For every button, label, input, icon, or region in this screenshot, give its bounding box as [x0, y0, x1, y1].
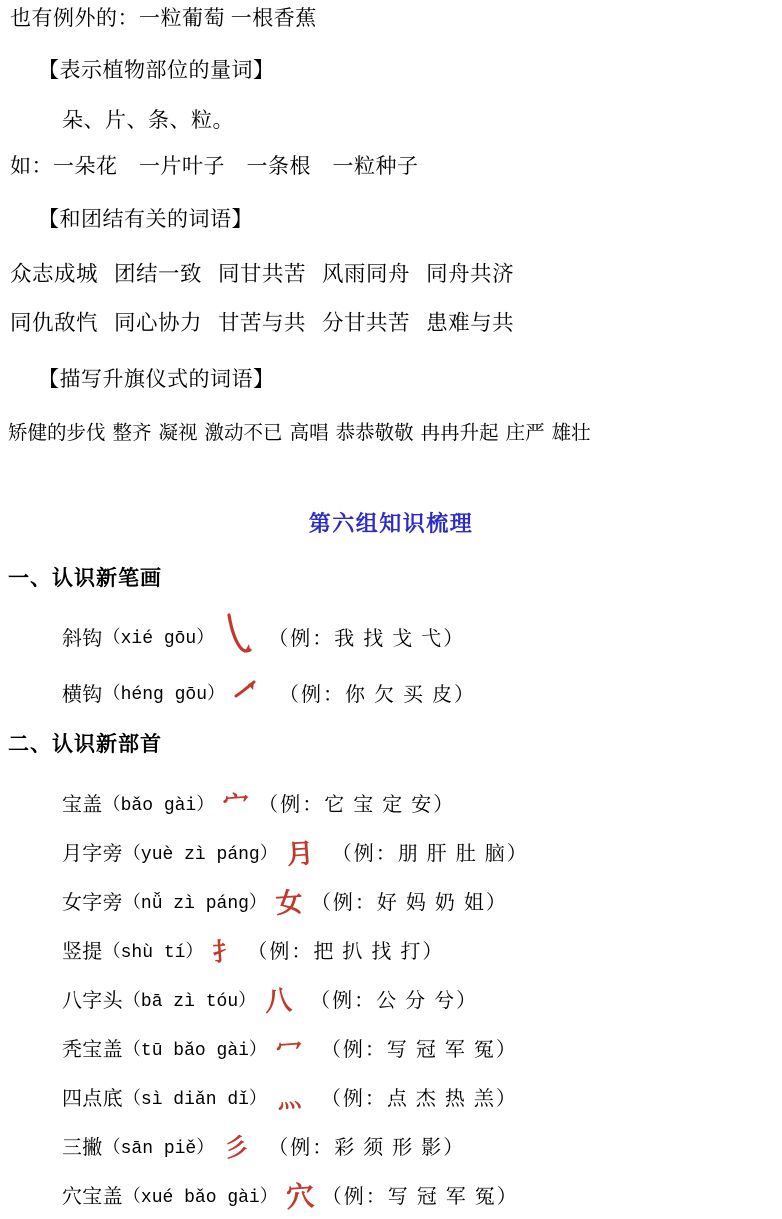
flag-word: 激动不已 — [204, 423, 283, 444]
radical-example: （例：朋 肝 肚 脑） — [331, 843, 529, 865]
radical-entry-xuebaogai — [0, 1170, 782, 1219]
plant-measure-words: 朵、片、条、粒。 — [62, 108, 234, 132]
radical-name: 三撇 — [62, 1137, 103, 1159]
exception-line: 也有例外的：一粒葡萄 一根香蕉 — [10, 6, 317, 30]
radical-name: 女字旁 — [62, 892, 123, 914]
flag-word: 整齐 — [112, 423, 152, 444]
radical-pinyin: （sān piě） — [102, 1138, 215, 1159]
radical-example: （例：公 分 兮） — [310, 990, 479, 1012]
flag-word: 雄壮 — [551, 423, 591, 444]
stroke-pinyin: （xié gōu） — [102, 629, 215, 649]
radical-pinyin: （xué bǎo gài） — [122, 1187, 278, 1208]
page-title: 第六组知识梳理 — [308, 511, 474, 536]
unity-row-1 — [0, 257, 782, 288]
radical-entry-nuzipang — [0, 876, 782, 925]
radical-pinyin: （yuè zì páng） — [122, 844, 278, 865]
flag-word: 恭恭敬敬 — [335, 423, 414, 444]
radical-entry-sidiandi — [0, 1072, 782, 1121]
plant-measure-examples: 如：一朵花 一片叶子 一条根 一粒种子 — [10, 154, 419, 178]
henggou-stroke-icon — [225, 672, 269, 712]
idiom: 同甘共苦 — [218, 262, 307, 286]
stroke-example: （例：我 找 戈 弋） — [268, 627, 466, 650]
radical-example: （例：写 冠 军 冤） — [320, 1039, 518, 1061]
radical-entry-yuezipang — [0, 827, 782, 876]
radical-glyph-huo: 灬 — [276, 1086, 303, 1114]
radical-pinyin: （bā zì tóu） — [122, 991, 257, 1012]
radical-name: 八字头 — [62, 990, 123, 1012]
radical-entry-tubaogai — [0, 1023, 782, 1072]
stroke-name: 横钩 — [62, 683, 103, 706]
radical-glyph-shan: 彡 — [222, 1133, 250, 1163]
unity-heading: 【和团结有关的词语】 — [38, 207, 253, 231]
radical-pinyin: （bǎo gài） — [102, 795, 215, 816]
radical-glyph-ba: 八 — [263, 985, 293, 1017]
radical-glyph-mi: 冖 — [275, 1034, 304, 1065]
idiom: 分甘共苦 — [322, 311, 411, 335]
idiom: 患难与共 — [426, 311, 515, 335]
radical-entry-bazitou — [0, 974, 782, 1023]
idiom: 同仇敌忾 — [10, 311, 99, 335]
section-heading-strokes: 一、认识新笔画 — [8, 567, 162, 590]
radical-entry-shuti — [0, 925, 782, 974]
radical-glyph-nu: 女 — [274, 887, 304, 919]
radical-glyph-shuti: 扌 — [212, 937, 240, 967]
idiom: 甘苦与共 — [218, 311, 307, 335]
stroke-name: 斜钩 — [62, 627, 103, 650]
unity-row-2 — [0, 306, 782, 337]
stroke-entry-xiegou — [0, 614, 782, 658]
idiom: 风雨同舟 — [322, 262, 411, 286]
flag-word: 矫健的步伐 — [8, 423, 106, 444]
radical-name: 秃宝盖 — [62, 1039, 123, 1061]
xiegou-stroke-icon — [214, 613, 258, 659]
radical-pinyin: （tū bǎo gài） — [122, 1040, 267, 1061]
radical-pinyin: （shù tí） — [102, 942, 204, 963]
radical-entry-sanpie — [0, 1121, 782, 1170]
radical-example: （例：好 妈 奶 姐） — [310, 892, 508, 914]
flag-word: 庄严 — [505, 423, 545, 444]
flag-word: 高唱 — [289, 423, 329, 444]
radical-name: 穴宝盖 — [62, 1186, 123, 1208]
radical-example: （例：把 扒 找 打） — [247, 941, 445, 963]
section-heading-radicals: 二、认识新部首 — [8, 733, 162, 756]
flag-word: 冉冉升起 — [420, 423, 499, 444]
radical-pinyin: （sì diǎn dǐ） — [122, 1089, 267, 1110]
radical-example: （例：点 杰 热 羔） — [320, 1088, 518, 1110]
radical-example: （例：彩 须 形 影） — [268, 1137, 466, 1159]
stroke-pinyin: （héng gōu） — [102, 685, 226, 705]
flag-words-row — [0, 417, 782, 445]
idiom: 同舟共济 — [426, 262, 515, 286]
radical-glyph-yue: 月 — [285, 838, 315, 870]
radical-name: 宝盖 — [62, 794, 103, 816]
radical-name: 竖提 — [62, 941, 103, 963]
idiom: 众志成城 — [10, 262, 99, 286]
radical-name: 四点底 — [62, 1088, 123, 1110]
stroke-entry-henggou — [0, 670, 782, 714]
idiom: 团结一致 — [114, 262, 203, 286]
flag-heading: 【描写升旗仪式的词语】 — [38, 367, 275, 391]
radical-name: 月字旁 — [62, 843, 123, 865]
stroke-example: （例：你 欠 买 皮） — [279, 683, 477, 706]
plant-measure-heading: 【表示植物部位的量词】 — [38, 58, 275, 82]
flag-word: 凝视 — [158, 423, 198, 444]
radical-entry-baogai — [0, 778, 782, 827]
radical-pinyin: （nǚ zì páng） — [122, 893, 267, 914]
radical-glyph-xue: 穴 — [284, 1180, 315, 1214]
idiom: 同心协力 — [114, 311, 203, 335]
radical-glyph-baogai: 宀 — [222, 789, 251, 820]
radical-example: （例：写 冠 军 冤） — [321, 1186, 519, 1208]
radical-example: （例：它 宝 定 安） — [258, 794, 456, 816]
